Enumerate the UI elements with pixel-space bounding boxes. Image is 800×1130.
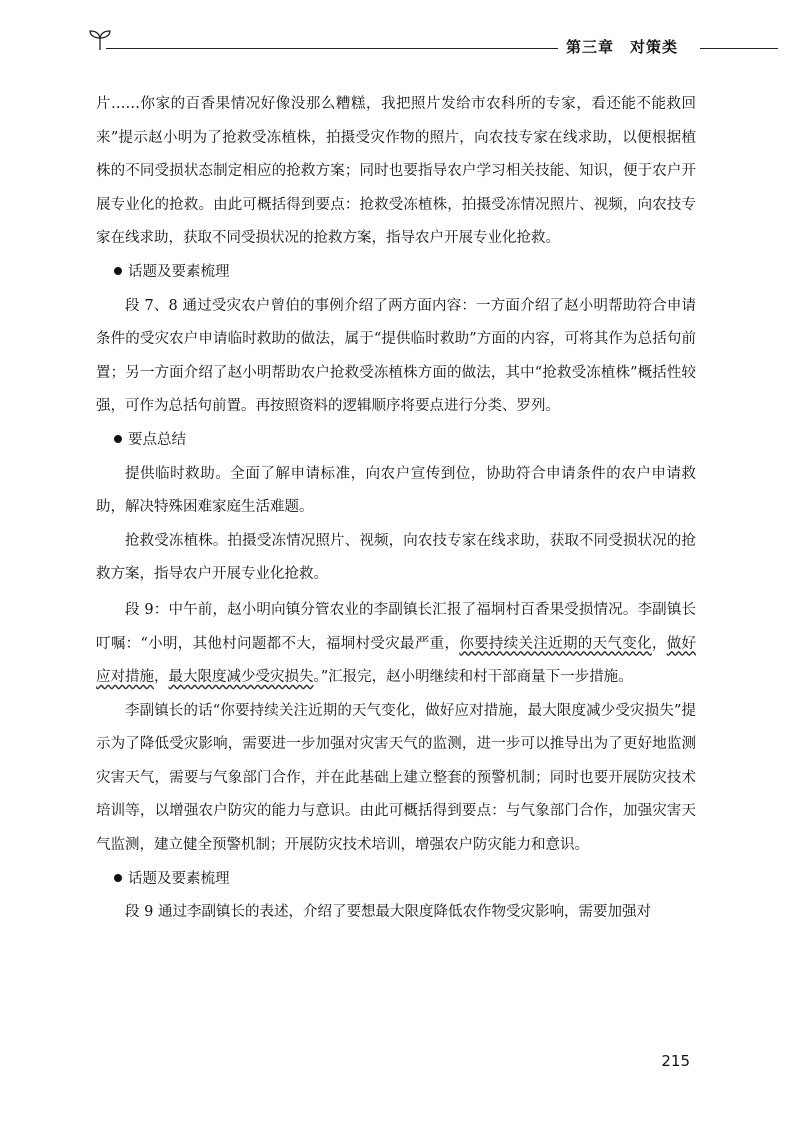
bullet-icon bbox=[114, 874, 122, 882]
text-run: ， bbox=[651, 635, 667, 652]
paragraph: 抢救受冻植株。拍摄受冻情况照片、视频，向农技专家在线求助，获取不同受损状况的抢救方案，指导农户开展专业化抢救。 bbox=[96, 532, 696, 583]
page-header bbox=[88, 28, 778, 68]
header-rule-left bbox=[106, 48, 558, 49]
page-number: 215 bbox=[661, 1052, 690, 1070]
bullet-icon bbox=[114, 435, 122, 443]
chapter-title: 第三章 对策类 bbox=[566, 38, 679, 56]
page-body bbox=[96, 88, 696, 930]
wavy-underlined-text: 你要持续关注近期的天气变化 bbox=[459, 635, 652, 652]
section-heading-text: 要点总结 bbox=[128, 431, 186, 448]
text-run: 。”汇报完，赵小明继续和村干部商量下一步措施。 bbox=[313, 669, 633, 686]
wavy-underlined-text: 做好应对措施 bbox=[96, 635, 697, 686]
paragraph-continued: 片……你家的百香果情况好像没那么糟糕，我把照片发给市农科所的专家，看还能不能救回来”提示赵小明为了抢救受冻植株，拍摄受灾作物的照片，向农技专家在线求助，以便根据植株的不同受损状态制定相应的抢救方案；同时也要指导农户学习相关技能、知识，便于农户开展专业化的抢救。由此可概括得到要点：抢救受冻植株，拍摄受冻情况照片、视频，向农技专家在线求助，获取不同受损状况的抢救方案，指导农户开展专业化抢救。 bbox=[96, 96, 696, 247]
paragraph: 李副镇长的话“你要持续关注近期的天气变化，做好应对措施，最大限度减少受灾损失”提示为了降低受灾影响，需要进一步加强对灾害天气的监测，进一步可以推导出为了更好地监测灾害天气，需要与气象部门合作，并在此基础上建立整套的预警机制；同时也要开展防灾技术培训等，以增强农户防灾的能力与意识。由此可概括得到要点：与气象部门合作，加强灾害天气监测，建立健全预警机制；开展防灾技术培训，增强农户防灾能力和意识。 bbox=[96, 702, 696, 854]
section-heading bbox=[96, 256, 696, 290]
section-heading-text: 话题及要素梳理 bbox=[128, 870, 230, 887]
paragraph: 段 7、8 通过受灾农户曾伯的事例介绍了两方面内容：一方面介绍了赵小明帮助符合申请条件的受灾农户申请临时救助的做法，属于“提供临时救助”方面的内容，可将其作为总括句前置；另一方面介绍了赵小明帮助农户抢救受冻植株方面的做法，其中“抢救受冻植株”概括性较强，可作为总括句前置。再按照资料的逻辑顺序将要点进行分类、罗列。 bbox=[96, 297, 696, 415]
paragraph: 提供临时救助。全面了解申请标准，向农户宣传到位，协助符合申请条件的农户申请救助，解决特殊困难家庭生活难题。 bbox=[96, 465, 696, 516]
section-heading bbox=[96, 863, 696, 897]
header-rule-right bbox=[700, 48, 778, 49]
paragraph-material bbox=[96, 594, 696, 695]
section-heading-text: 话题及要素梳理 bbox=[128, 263, 230, 280]
text-run: 段 9：中午前，赵小明向镇分管农业的李副镇长汇报了福垌村百香果受损情况。李副镇长叮嘱：“小明，其他村问题都不大，福垌村受灾最严重， bbox=[96, 601, 696, 652]
bullet-icon bbox=[114, 267, 122, 275]
section-heading bbox=[96, 424, 696, 458]
text-run: ， bbox=[154, 669, 169, 686]
wavy-underlined-text: 最大限度减少受灾损失 bbox=[168, 669, 314, 686]
paragraph: 段 9 通过李副镇长的表述，介绍了要想最大限度降低农作物受灾影响，需要加强对 bbox=[125, 904, 651, 921]
